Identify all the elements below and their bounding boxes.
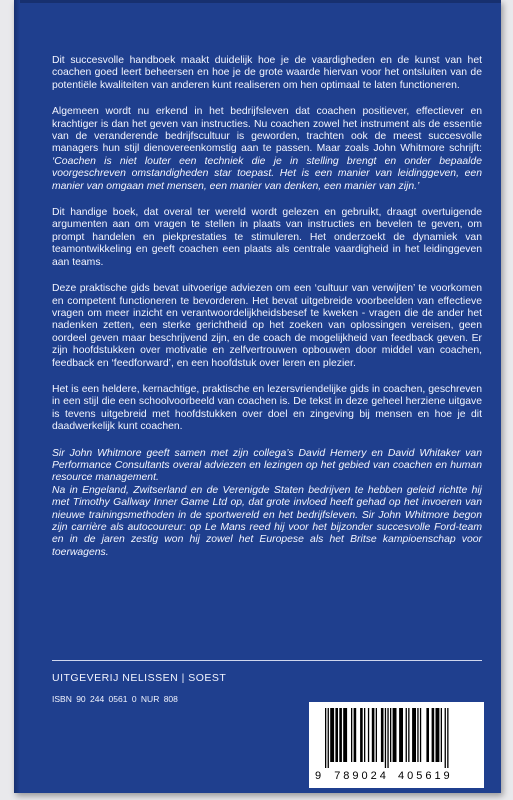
barcode-bar	[390, 708, 391, 762]
blurb-paragraph-1	[52, 55, 482, 92]
barcode-bar	[387, 708, 388, 768]
barcode-bar	[426, 708, 429, 762]
back-cover	[14, 0, 501, 793]
barcode-first-digit: 9	[315, 770, 322, 782]
barcode-bar	[354, 708, 357, 762]
barcode-bar	[432, 708, 435, 762]
cover-top-edge	[14, 0, 501, 3]
barcode-bar	[325, 708, 326, 768]
blurb-text-span: Dit handige boek, dat overal ter wereld wordt gelezen en gebruikt, draagt overtuigende argumenten aan om vragen te stellen in plaats van instructies en bevelen te geven, om prompt handelen en piekprestaties te stimuleren. Het onderzoekt de dynamiek van teamontwikkeling en geeft coachen een plaats als centrale vaardigheid in het leidinggeven aan teams.	[52, 207, 482, 268]
barcode-bar	[328, 708, 329, 768]
barcode-bar	[417, 708, 418, 762]
quote-text: ‘Coachen is niet louter een techniek die je in stelling brengt en onder bepaalde voorgeschreven omstandigheden star toepast. Het is een manier van leidinggeven, een manier van omgaan met mensen, een manier van denken, een manier van zijn.’	[52, 155, 482, 192]
blurb-paragraph-3	[52, 207, 482, 269]
barcode-bar	[436, 708, 440, 762]
blurb-paragraph-4	[52, 283, 482, 370]
blurb-text-span: Deze praktische gids bevat uitvoerige adviezen om een ‘cultuur van verwijten’ te voorkomen en competent functioneren te bevorderen. Het bevat uitgebreide voorbeelden van effectieve vragen om meer inzicht en verantwoordelijkheidsbesef te kweken - vragen die de ander het nadenken zetten, een sterke gerichtheid op het zoeken van oplossingen vereisen, geen oordeel geven maar beschrijvend zijn, en de coach de mogelijkheid van feedback geven. Er zijn hoofdstukken over motivatie en zelfvertrouwen opbouwen door middel van coachen, feedback en ‘feedforward’, en een hoofdstuk over leren en plezier.	[52, 283, 482, 369]
blurb-paragraph-2	[52, 106, 482, 193]
blurb-text-span: Algemeen wordt nu erkend in het bedrijfsleven dat coachen positiever, effectiever en krachtiger is dan het geven van instructies. Nu coachen zowel het instrument als de essentie van de veranderende bedrijfscultuur is geworden, trachten ook de meest succesvolle managers hun stijl dienovereenkomstig aan te passen. Maar zoals John Whitmore schrijft:	[52, 106, 482, 155]
barcode-bar	[364, 708, 365, 762]
barcode-bar	[351, 708, 352, 762]
cover-spine-edge	[14, 0, 20, 793]
barcode-bar	[368, 708, 369, 762]
barcode-bar	[441, 708, 442, 762]
barcode-bar	[381, 708, 384, 762]
barcode-bar	[412, 708, 416, 762]
isbn-nur-line: ISBN 90 244 0561 0 NUR 808	[52, 694, 178, 704]
barcode-label	[309, 702, 484, 788]
barcode-right-group: 405619	[397, 770, 453, 782]
blurb-text	[52, 55, 482, 559]
barcode-bar	[385, 708, 386, 768]
barcode-bar	[420, 708, 421, 762]
barcode-bar	[399, 708, 403, 762]
blurb-paragraph-5	[52, 384, 482, 434]
blurb-text-span: Dit succesvolle handboek maakt duidelijk hoe je de vaardigheden en de kunst van het coachen goed leert beheersen en hoe je de grote waarde hiervan voor het ontsluiten van de potentiële kwaliteiten van anderen kunt realiseren om hen optimaal te laten functioneren.	[52, 55, 482, 91]
barcode-bar	[393, 708, 397, 762]
barcode-bar	[335, 708, 338, 762]
barcode-bars	[323, 708, 471, 768]
barcode-bar	[408, 708, 409, 762]
barcode-bar	[406, 708, 407, 762]
divider-line	[52, 660, 482, 661]
barcode-bar	[343, 708, 347, 762]
barcode-bar	[372, 708, 375, 762]
barcode-bar	[330, 708, 334, 762]
barcode-left-group: 789024	[334, 770, 389, 782]
author-bio-paragraph-2: Na in Engeland, Zwitserland en de Verenigde Staten bedrijven te hebben geleid richtte hij met Timothy Gallway Inner Game Ltd op, dat grote invloed heeft gehad op het invoeren van nieuwe trainingsmethoden in de sportwereld en het bedrijfsleven. Sir John Whitmore begon zijn carrière als autocoureur: op Le Mans reed hij voor het bijzonder succesvolle Ford-team en in de jaren zestig won hij zowel het Europese als het Britse kampioenschap voor toerwagens.	[52, 484, 482, 558]
barcode-bar	[339, 708, 342, 762]
blurb-text-span: Het is een heldere, kernachtige, praktische en lezersvriendelijke gids in coachen, geschreven in een stijl die een schoolvoorbeeld van coachen is. De tekst in deze geheel herziene uitgave is tevens uitgebreid met hoofdstukken over doel en zingeving bij mensen en hoe je dit daadwerkelijk kunt coachen.	[52, 383, 482, 433]
barcode-bar	[445, 708, 446, 768]
publisher-name: UITGEVERIJ NELISSEN | SOEST	[52, 672, 227, 684]
barcode-bar	[447, 708, 448, 768]
author-bio-paragraph-1: Sir John Whitmore geeft samen met zijn collega’s David Hemery en David Whitaker van Performance Consultants overal adviezen en lezingen op het gebied van coachen en human resource management.	[52, 447, 482, 484]
barcode-bar	[376, 708, 377, 762]
barcode-bar	[360, 708, 363, 762]
barcode-number	[315, 770, 481, 782]
